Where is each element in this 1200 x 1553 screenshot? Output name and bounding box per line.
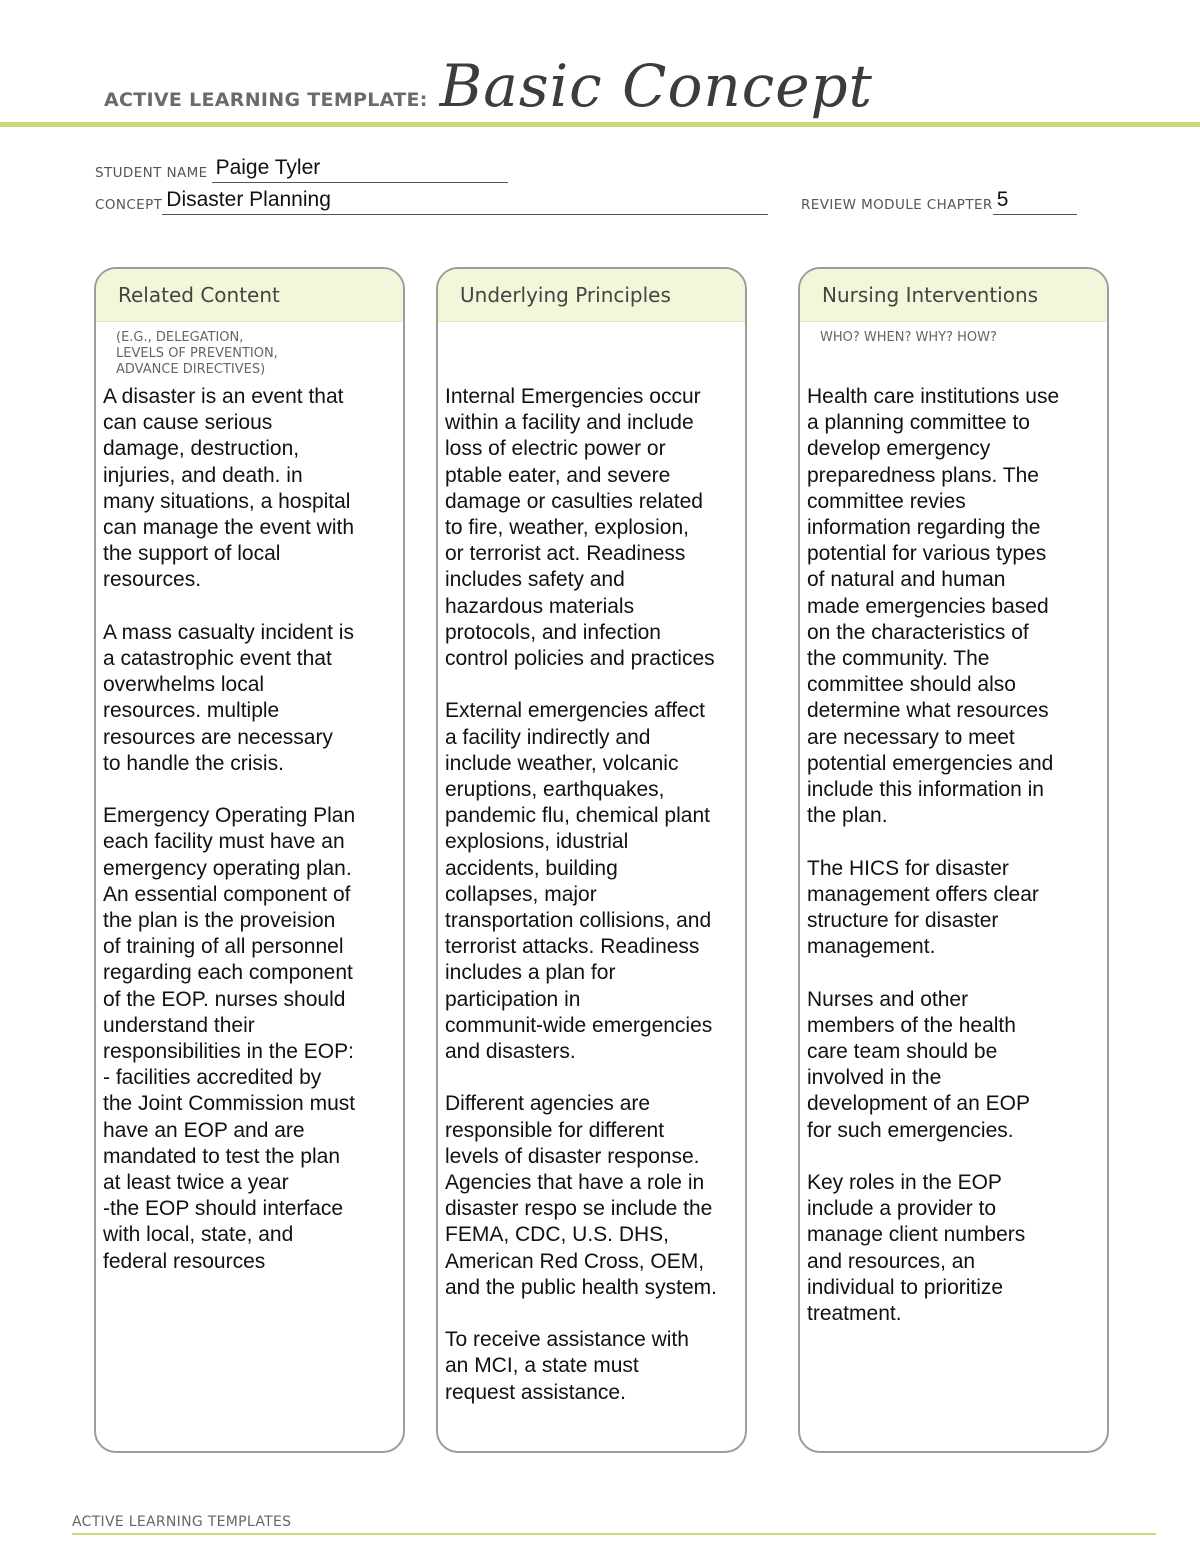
panel-body[interactable] [438, 380, 745, 1406]
chapter-value: 5 [996, 188, 1009, 211]
panel-body[interactable] [800, 380, 1107, 1327]
footer-label: ACTIVE LEARNING TEMPLATES [72, 1514, 292, 1530]
concept-row [95, 190, 768, 215]
panel-header [96, 269, 403, 322]
student-name-label: STUDENT NAME [95, 165, 208, 181]
paragraph: The HICS for disaster management offers clear structure for disaster management. [807, 856, 1039, 959]
page-title: Basic Concept [439, 52, 873, 120]
concept-field[interactable] [162, 190, 768, 215]
header-divider [0, 122, 1200, 127]
nursing-interventions-panel [798, 267, 1109, 1453]
paragraph: Different agencies are responsible for different levels of disaster response. Agencies that have a role in disaster respo se include the FEMA, CDC, U.S. DHS, American Red Cross, OEM, and the public health system. [445, 1092, 717, 1299]
student-name-row [95, 158, 508, 183]
concept-value: Disaster Planning [166, 188, 331, 211]
footer-divider [72, 1533, 1156, 1535]
paragraph: A mass casualty incident is a catastrophic event that overwhelms local resources. multiple resources are necessary to handle the crisis. [103, 620, 354, 775]
paragraph: Key roles in the EOP include a provider to manage client numbers and resources, an individual to prioritize treatment. [807, 1171, 1026, 1326]
panel-hint: WHO? WHEN? WHY? HOW? [820, 330, 997, 345]
panel-header [800, 269, 1107, 322]
chapter-field[interactable] [993, 190, 1077, 215]
concept-label: CONCEPT [95, 197, 163, 213]
template-label: ACTIVE LEARNING TEMPLATE: [104, 89, 428, 111]
panel-body[interactable] [96, 380, 403, 1275]
panel-title: Nursing Interventions [822, 283, 1039, 307]
panel-hint [438, 322, 745, 380]
chapter-row [801, 190, 1077, 215]
panel-header [438, 269, 745, 322]
paragraph: Health care institutions use a planning committee to develop emergency preparedness plans. The committee revies information regarding the potential for various types of natural and human made emergencies based on the characteristics of the community. The committee should also determine what resources are necessary to meet potential emergencies and include this information in the plan. [807, 385, 1060, 828]
chapter-label: REVIEW MODULE CHAPTER [801, 197, 993, 213]
student-name-field[interactable] [212, 158, 508, 183]
paragraph: A disaster is an event that can cause serious damage, destruction, injuries, and death. in many situations, a hospital can manage the event with the support of local resources. [103, 385, 354, 592]
paragraph: Internal Emergencies occur within a facility and include loss of electric power or ptable eater, and severe damage or casulties related to fire, weather, explosion, or terrorist act. Readiness includes safety and hazardous materials protocols, and infection control policies and practices [445, 385, 715, 671]
paragraph: To receive assistance with an MCI, a state must request assistance. [445, 1328, 689, 1404]
panel-hint: (E.G., DELEGATION, LEVELS OF PREVENTION, ADVANCE DIRECTIVES) [116, 330, 278, 377]
paragraph: External emergencies affect a facility indirectly and include weather, volcanic eruptions, earthquakes, pandemic flu, chemical plant explosions, idustrial accidents, building collapses, major transportation collisions, and terrorist attacks. Readiness includes a plan for participation in communit-wide emergencies and disasters. [445, 699, 713, 1064]
student-name-value: Paige Tyler [215, 156, 321, 179]
panel-title: Underlying Principles [460, 283, 671, 307]
paragraph: Nurses and other members of the health care team should be involved in the development of an EOP for such emergencies. [807, 987, 1030, 1142]
template-header [104, 52, 873, 122]
related-content-panel [94, 267, 405, 1453]
underlying-principles-panel [436, 267, 747, 1453]
paragraph: Emergency Operating Plan each facility must have an emergency operating plan. An essential component of the plan is the proveision of training of all personnel regarding each component of the EOP. nurses should understand their responsibilities in the EOP: - facilities accredited by the Joint Commission must have an EOP and are mandated to test the plan at least twice a year -the EOP should interface with local, state, and federal resources [103, 804, 356, 1273]
panel-title: Related Content [118, 283, 280, 307]
